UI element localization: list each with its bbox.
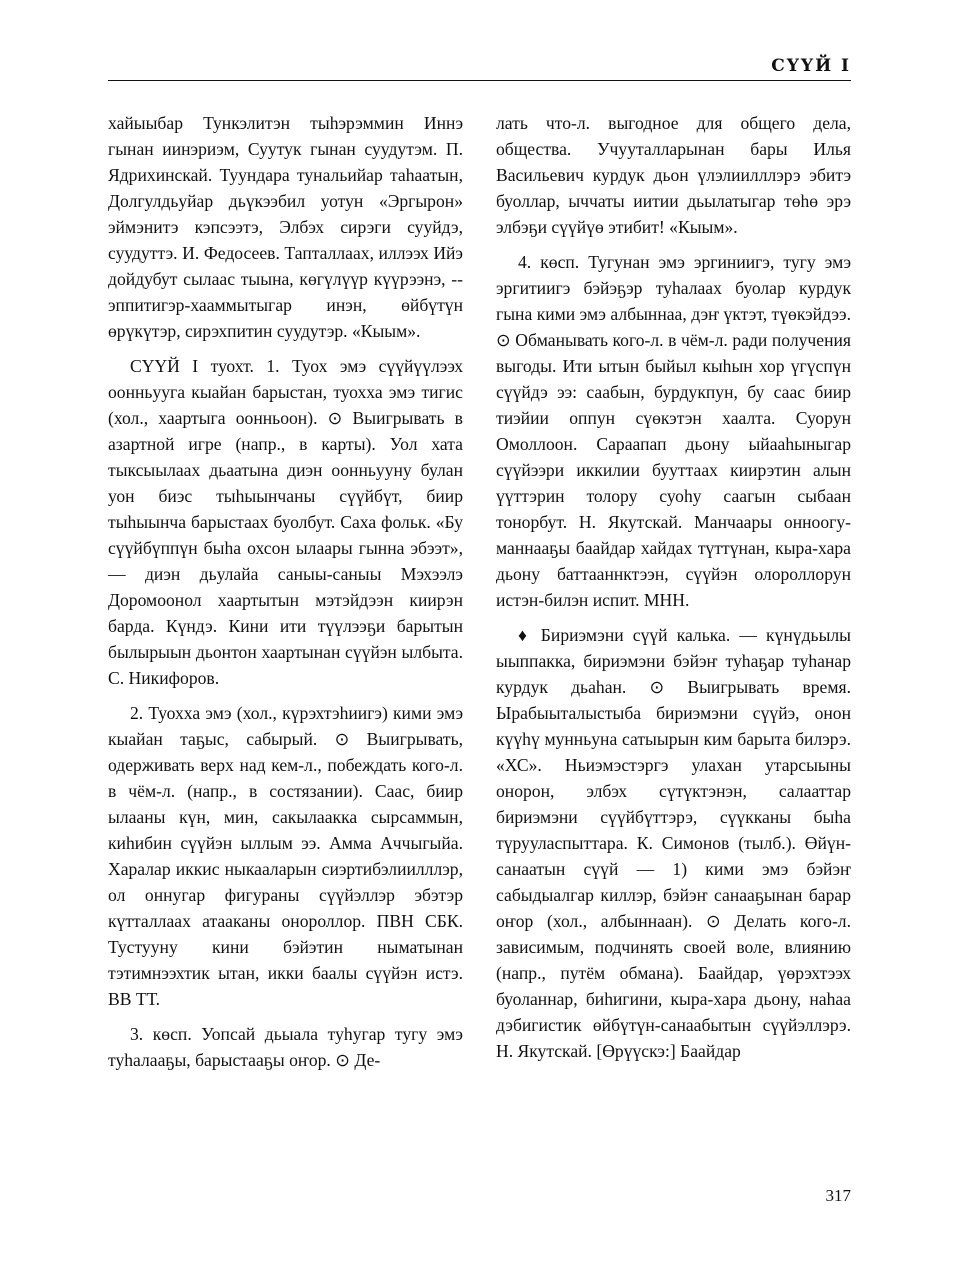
- entry-paragraph: 2. Туохха эмэ (хол., күрэхтэһиигэ) кими эмэ кыайан таҕыс, сабырый. ⊙ Выигрывать, одерживать верх над кем-л., побеждать кого-л. в чём-л. (напр., в состязании). Саас, биир ылааны күн, мин, сакылаакка сырсаммын, киһибин сүүйэн ыллым ээ. Амма Аччыгыйа. Харалар иккис ныкааларын сиэртибэлиилллэр, ол оннугар фигураны сүүйэллэр эбэтэр күтталлаах атааканы онороллор. ПВН СБК. Тустууну кини бэйэтин ныматынан тэтимнээхтик ытан, икки баалы сүүйэн истэ. ВВ ТТ.: [108, 703, 463, 1009]
- paragraph: хайыыбар Тункэлитэн тыһэрэммин Иннэ гынан иинэриэм, Суутук гынан суудутэм. П. Ядрихинскай. Туундара тунальийар таһаатын, Долгулдьуйар дьүкээбил уотун «Эргырон» эймэнитэ кэпсээтэ, Элбэх сирэги сууйдэ, суудуттэ. И. Федосеев. Тапталлаах, иллээх Ийэ дойдубут сылаас тыына, көгүлүүр күүрээнэ, -- эппитигэр-хааммытыгар инэн, өйбүтүн өрүкүтэр, сирэхпитин суудутэр. «Кыым».: [108, 113, 463, 341]
- page-number: 317: [825, 1186, 851, 1205]
- entry-paragraph: 4. көсп. Тугунан эмэ эргиниигэ, тугу эмэ эргитиигэ бэйэҕэр туһалаах буолар курдук гына кими эмэ албыннаа, дэҥ үктэт, түөкэйдээ. ⊙ Обманывать кого-л. в чём-л. ради получения выгоды. Ити ытын быйыл кыһын хор үгүспүн сүүйдэ ээ: саабын, бурдукпун, бу саас биир тиэйии оппун сүөкэтэн хаалта. Суорун Омоллоон. Сараапап дьону ыйааһыныгар сүүйээри иккилии бууттаах киирэтин алын үүттэрин толору суоһу саагын сыбаан тонорбут. Н. Якутскай. Манчаары онноогу-маннааҕы баайдар хайдах түттүнан, кыра-хара дьону баттааннктээн, сүүйэн олороллорун истэн-билэн испит. МНН.: [496, 252, 851, 610]
- entry-paragraph: ♦ Бириэмэни сүүй калька. — күнүдьылы ыыппакка, бириэмэни бэйэҥ туһаҕар туһанар курдук дьаһан. ⊙ Выигрывать время. Ырабыыталыстыба бириэмэни сүүйэ, онон күүһү мунньуна сатыырын ким барыта билэрэ. «ХС». Ньиэмэстэргэ улахан утарсыыны онорон, элбэх сүтүктэнэн, салааттар бириэмэни сүүйбүттэрэ, сүүкканы быһа түрууласпыттара. К. Симонов (тылб.). Өйүн-санаатын сүүй — 1) кими эмэ бэйэҥ сабыдыалгар киллэр, бэйэҥ санааҕынан барар оҥор (хол., албыннаан). ⊙ Делать кого-л. зависимым, подчинять своей воле, влиянию (напр., путём обмана). Баайдар, үөрэхтээх буоланнар, биһигини, кыра-хара дьону, наһаа дэбигистик өйбүтүн-санаабытын сүүйэллэрэ. Н. Якутскай. [Өрүүскэ:] Баайдар: [496, 625, 851, 1061]
- entry-paragraph: СҮҮЙ I туохт. 1. Туох эмэ сүүйүүлээх оонньууга кыайан барыстан, туохха эмэ тигис (хол., хаартыга оонньоон). ⊙ Выигрывать в азартной игре (напр., в карты). Уол хата тыксыылаах дьаатына диэн оонньууну булан уон биэс тыһыынчаны сүүйбүт, биир тыһыынча барыстаах буолбут. Саха фольк. «Бу сүүйбүппүн быһа охсон ылаары гынна эбээт», — диэн дьулайа саныы-саныы Мэхээлэ Доромоонол хаартытын мэтэйдээн киирэн барда. Күндэ. Кини ити түүлээҕи барытын былырыын дьонтон хаартынан сүүйэн ылбыта. С. Никифоров.: [108, 356, 463, 688]
- right-column: [496, 110, 851, 1073]
- left-column: [108, 110, 463, 1082]
- running-head: СҮҮЙ I: [771, 56, 851, 76]
- header-rule: [108, 80, 851, 81]
- entry-paragraph: 3. көсп. Уопсай дьыала туһугар тугу эмэ туһалааҕы, барыстааҕы оҥор. ⊙ Де-: [108, 1024, 463, 1070]
- paragraph: лать что-л. выгодное для общего дела, общества. Учууталларынан бары Илья Васильевич курдук дьон үлэлиилллэрэ эбитэ буоллар, ыччаты иитии дьылатыгар төһө эрэ элбэҕи сүүйүө этибит! «Кыым».: [496, 113, 851, 237]
